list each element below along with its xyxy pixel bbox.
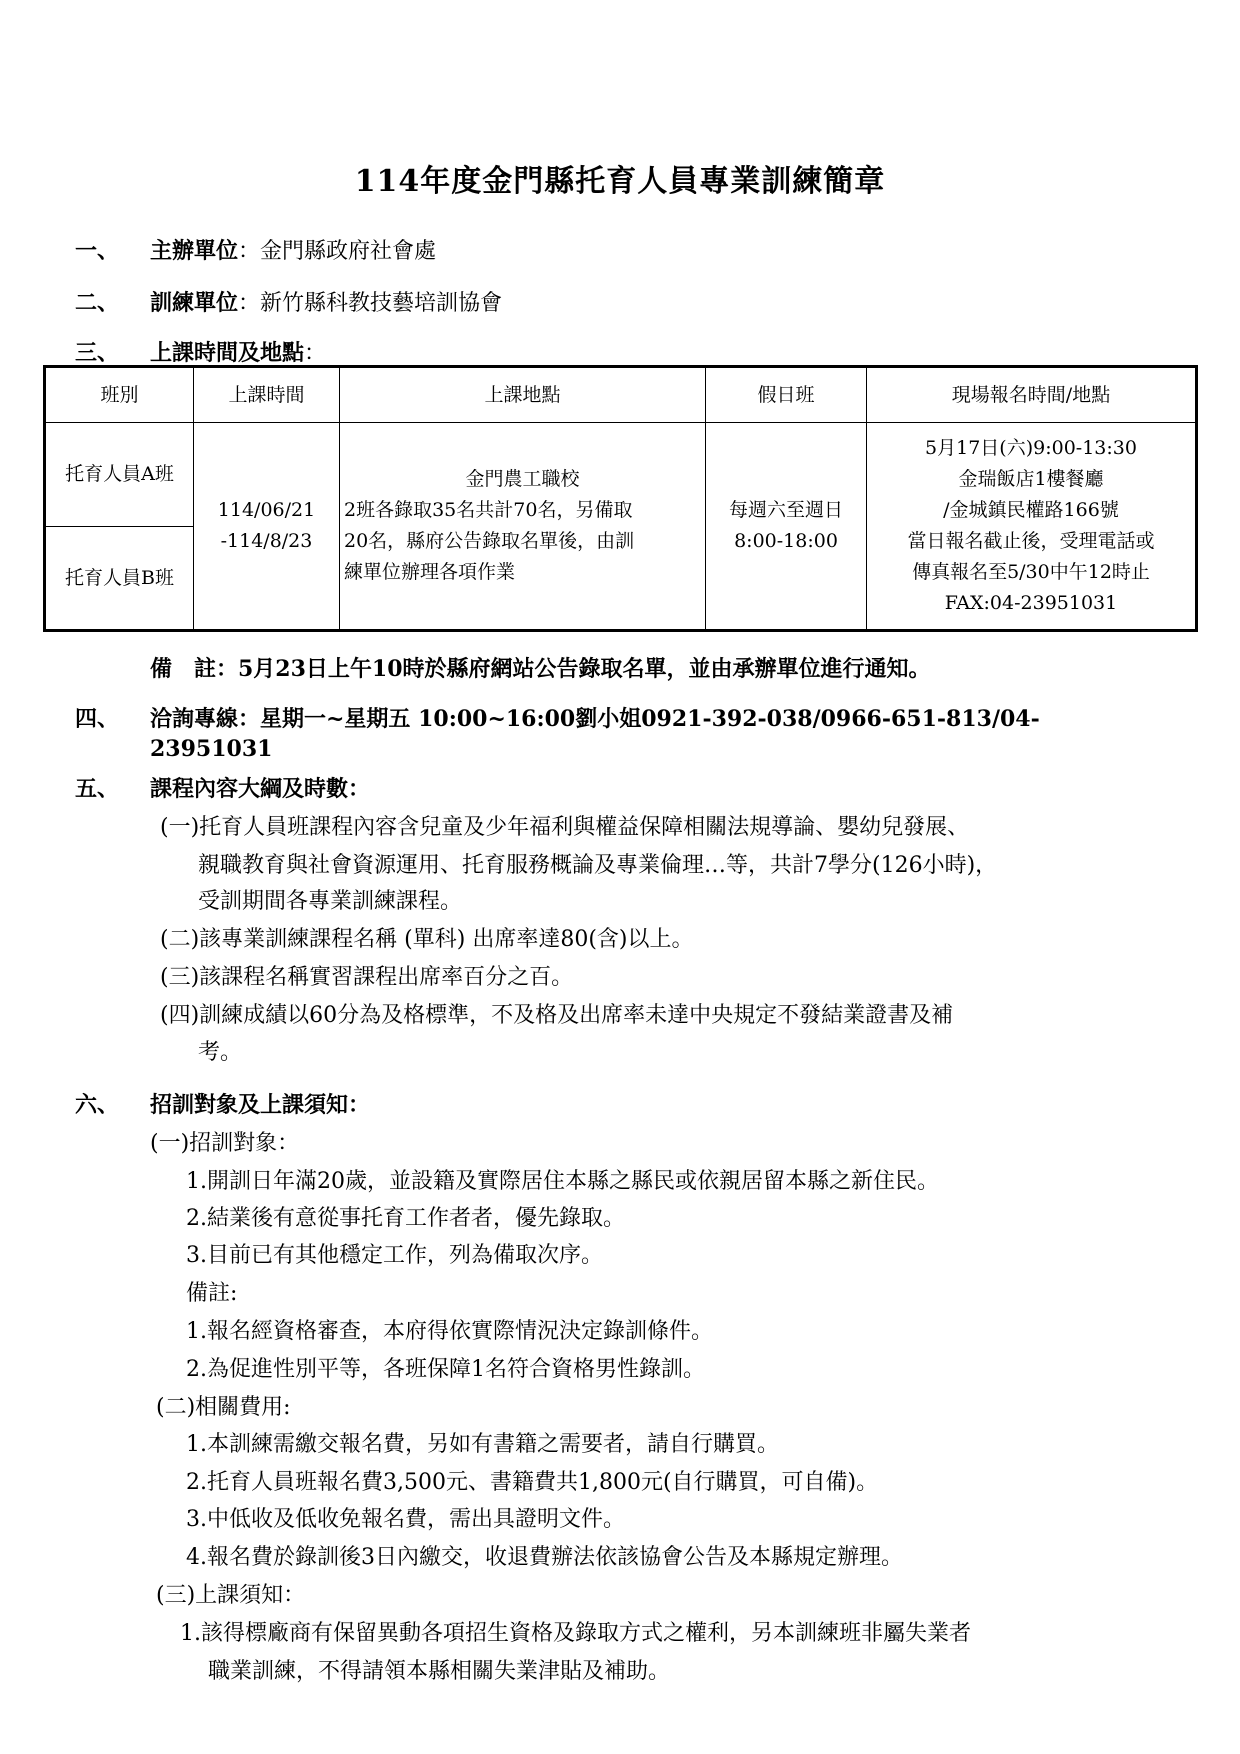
section-1-colon: ： bbox=[238, 239, 261, 264]
location-line-2: 2班各錄取35名共計70名，另備取 bbox=[344, 499, 633, 521]
course-item-1-line-2: 親職教育與社會資源運用、托育服務概論及專業倫理…等，共計7學分(126小時)， bbox=[198, 853, 998, 878]
course-item-2: (二)該專業訓練課程名稱 (單科) 出席率達80(含)以上。 bbox=[160, 927, 694, 952]
signup-line-4: 當日報名截止後，受理電話或 bbox=[907, 530, 1155, 552]
section-1-value: 金門縣政府社會處 bbox=[260, 239, 437, 264]
section-1-label: 主辦單位 bbox=[150, 238, 239, 264]
location-line-1: 金門農工職校 bbox=[465, 468, 580, 490]
time-line-2: -114/8/23 bbox=[220, 530, 313, 552]
section-3-number: 三、 bbox=[75, 340, 120, 366]
signup-line-6: FAX:04-23951031 bbox=[944, 592, 1118, 614]
section-2-colon: ： bbox=[238, 291, 261, 316]
recruit-note-item-1: 1.報名經資格審查，本府得依實際情況決定錄訓條件。 bbox=[186, 1319, 713, 1344]
time-cell bbox=[194, 423, 340, 631]
recruit-sub-1-item-1: 1.開訓日年滿20歲，並設籍及實際居住本縣之縣民或依親居留本縣之新住民。 bbox=[186, 1169, 939, 1194]
recruit-sub-2-title: (二)相關費用: bbox=[156, 1395, 291, 1420]
section-4-line-1: 洽詢專線：星期一~星期五 10:00~16:00劉小姐0921-392-038/0966-651-813/04- bbox=[150, 706, 1040, 732]
section-4-line-2: 23951031 bbox=[150, 736, 273, 762]
class-notice-item-1-line-2: 職業訓練，不得請領本縣相關失業津貼及補助。 bbox=[208, 1659, 671, 1684]
section-2-number: 二、 bbox=[75, 290, 120, 316]
course-item-3: (三)該課程名稱實習課程出席率百分之百。 bbox=[160, 965, 574, 990]
signup-line-3: /金城鎮民權路166號 bbox=[943, 499, 1119, 521]
schedule-table bbox=[43, 365, 1198, 632]
section-6-label: 招訓對象及上課須知： bbox=[150, 1092, 371, 1118]
class-b-cell: 托育人員B班 bbox=[45, 527, 194, 631]
course-item-4-line-1: (四)訓練成績以60分為及格標準，不及格及出席率未達中央規定不發結業證書及補 bbox=[160, 1003, 954, 1028]
schedule-header-row bbox=[45, 367, 1197, 423]
signup-line-1: 5月17日(六)9:00-13:30 bbox=[925, 437, 1137, 459]
section-1-number: 一、 bbox=[75, 238, 120, 264]
recruit-note-item-2: 2.為促進性別平等，各班保障1名符合資格男性錄訓。 bbox=[186, 1357, 705, 1382]
course-item-1-line-3: 受訓期間各專業訓練課程。 bbox=[198, 889, 463, 914]
recruit-note-label: 備註: bbox=[186, 1281, 238, 1306]
holiday-cell bbox=[706, 423, 867, 631]
header-class: 班別 bbox=[45, 367, 194, 423]
time-line-1: 114/06/21 bbox=[217, 499, 316, 521]
holiday-line-2: 8:00-18:00 bbox=[734, 530, 838, 552]
signup-line-2: 金瑞飯店1樓餐廳 bbox=[958, 468, 1104, 490]
section-5-label: 課程內容大綱及時數： bbox=[150, 776, 371, 802]
fee-item-2: 2.托育人員班報名費3,500元、書籍費共1,800元(自行購買，可自備)。 bbox=[186, 1470, 879, 1495]
recruit-sub-1-item-2: 2.結業後有意從事托育工作者者，優先錄取。 bbox=[186, 1206, 625, 1231]
fee-item-1: 1.本訓練需繳交報名費，另如有書籍之需要者，請自行購買。 bbox=[186, 1432, 779, 1457]
signup-cell bbox=[867, 423, 1197, 631]
recruit-sub-1-item-3: 3.目前已有其他穩定工作，列為備取次序。 bbox=[186, 1243, 603, 1268]
course-item-4-line-2: 考。 bbox=[198, 1040, 243, 1065]
section-6-number: 六、 bbox=[75, 1092, 120, 1118]
location-line-4: 練單位辦理各項作業 bbox=[344, 561, 516, 583]
section-3-label: 上課時間及地點 bbox=[150, 340, 305, 366]
section-3-content bbox=[150, 336, 326, 367]
signup-line-5: 傳真報名至5/30中午12時止 bbox=[912, 561, 1150, 583]
course-item-1-line-1: (一)托育人員班課程內容含兒童及少年福利與權益保障相關法規導論、嬰幼兒發展、 bbox=[160, 815, 970, 840]
recruit-sub-1-title: (一)招訓對象： bbox=[150, 1131, 300, 1156]
section-4-number: 四、 bbox=[75, 706, 120, 732]
class-notice-item-1-line-1: 1.該得標廠商有保留異動各項招生資格及錄取方式之權利，另本訓練班非屬失業者 bbox=[180, 1621, 971, 1646]
header-signup: 現場報名時間/地點 bbox=[867, 367, 1197, 423]
section-2-label: 訓練單位 bbox=[150, 290, 239, 316]
table-row bbox=[45, 423, 1197, 527]
location-line-3: 20名，縣府公告錄取名單後，由訓 bbox=[344, 530, 635, 552]
fee-item-4: 4.報名費於錄訓後3日內繳交，收退費辦法依該協會公告及本縣規定辦理。 bbox=[186, 1545, 903, 1570]
header-location: 上課地點 bbox=[340, 367, 706, 423]
admission-note: 備 註：5月23日上午10時於縣府網站公告錄取名單，並由承辦單位進行通知。 bbox=[150, 656, 931, 682]
class-a-cell: 托育人員A班 bbox=[45, 423, 194, 527]
section-2-content bbox=[150, 286, 502, 317]
section-5-number: 五、 bbox=[75, 776, 120, 802]
holiday-line-1: 每週六至週日 bbox=[728, 499, 843, 521]
document-title: 114年度金門縣托育人員專業訓練簡章 bbox=[354, 164, 886, 199]
section-1-content bbox=[150, 234, 436, 265]
location-cell bbox=[340, 423, 706, 631]
fee-item-3: 3.中低收及低收免報名費，需出具證明文件。 bbox=[186, 1507, 625, 1532]
header-time: 上課時間 bbox=[194, 367, 340, 423]
recruit-sub-3-title: (三)上課須知： bbox=[156, 1583, 306, 1608]
header-holiday: 假日班 bbox=[706, 367, 867, 423]
section-2-value: 新竹縣科教技藝培訓協會 bbox=[260, 291, 503, 316]
section-3-colon: ： bbox=[304, 341, 327, 366]
